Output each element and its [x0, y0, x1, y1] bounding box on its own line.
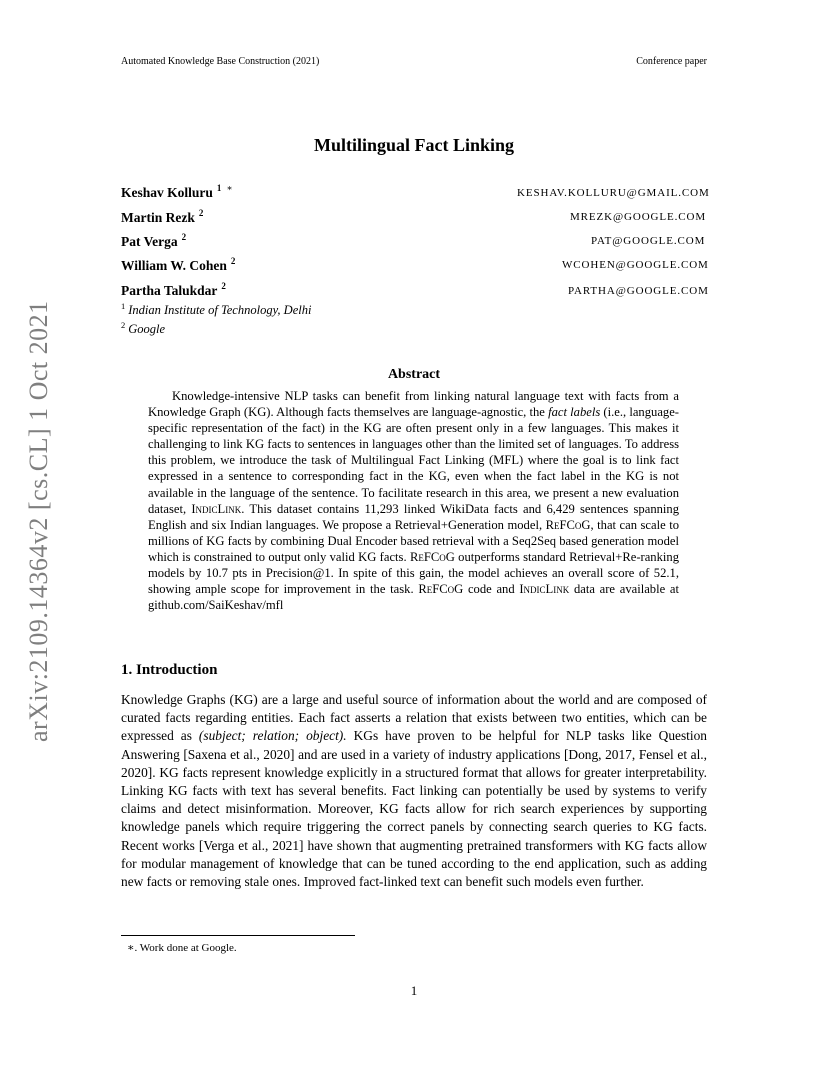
intro-text: Knowledge Graphs (KG) are a large and useful source of information about the world and are composed of curated facts regarding entities. Each fact asserts a relation that exists between two entities, which can be expressed as [121, 692, 707, 744]
page-number: 1 [410, 983, 418, 998]
affiliation-mark: 1 [121, 301, 126, 311]
dataset-name: IndicLink [191, 501, 242, 516]
footnote-rule [121, 935, 355, 936]
author-name-text: Pat Verga [121, 234, 178, 249]
abstract-text: data are available at github.com/SaiKeshav/mfl [148, 582, 679, 613]
model-name: ReFCoG [545, 517, 591, 532]
abstract-text: , that can scale to millions of KG facts by combining Dual Encoder based retrieval with a Seq2Seq based generation model which is constrained to output only valid KG facts. [148, 517, 679, 564]
abstract-emphasis: fact labels [548, 405, 601, 420]
abstract-text: Knowledge-intensive NLP tasks can benefit from linking natural language text with facts from a Knowledge Graph (KG). Although facts themselves are language-agnostic, the [148, 389, 679, 420]
running-header-type: Conference paper [636, 56, 707, 67]
author-email[interactable]: PAT@GOOGLE.COM [591, 235, 706, 247]
abstract-text: . This dataset contains 11,293 linked WikiData facts and 6,429 sentences spanning English and six Indian languages. We propose a Retrieval+Generation model, [148, 501, 680, 532]
author-affiliation-mark: 2 [221, 281, 226, 291]
author-footnote-mark: ∗ [226, 183, 233, 193]
author-affiliation-mark: 2 [230, 256, 236, 266]
introduction-body [121, 691, 707, 891]
author-affiliation-mark: 2 [198, 208, 204, 218]
author-name-text: Partha Talukdar [121, 283, 218, 298]
abstract-text: (i.e., language-specific representation of the fact) in the KG are often present only in a few languages. This makes it challenging to link KG facts to sentences in languages other than the limited set of languages. To address this problem, we introduce the task of Multilingual Fact Linking (MFL) where the goal is to link fact expressed in a sentence to corresponding fact in the KG, even when the fact label in the KG is not available in the language of the sentence. To facilitate research in this area, we present a new evaluation dataset, [148, 405, 679, 516]
author-affiliation-mark: 1 [216, 183, 222, 193]
affiliation-text: Indian Institute of Technology, Delhi [128, 303, 312, 317]
author-name [121, 208, 203, 226]
abstract-text: code and [463, 582, 520, 597]
affiliation [121, 301, 311, 318]
author-name-text: Martin Rezk [121, 210, 195, 225]
author-email[interactable]: PARTHA@GOOGLE.COM [568, 285, 709, 297]
model-name: ReFCoG [418, 582, 464, 597]
author-name-text: William W. Cohen [121, 258, 227, 273]
author-name [121, 281, 226, 299]
author-email[interactable]: WCOHEN@GOOGLE.COM [562, 259, 709, 271]
section-heading: 1. Introduction [121, 662, 218, 678]
running-header-venue: Automated Knowledge Base Construction (2021) [121, 56, 320, 67]
abstract-heading: Abstract [387, 367, 441, 382]
arxiv-side-stamp: arXiv:2109.14364v2 [cs.CL] 1 Oct 2021 [24, 300, 53, 742]
affiliation-text: Google [128, 322, 166, 336]
abstract-body [148, 388, 679, 613]
author-email[interactable]: KESHAV.KOLLURU@GMAIL.COM [517, 187, 710, 199]
intro-text: KGs have proven to be helpful for NLP tasks like Question Answering [Saxena et al., 2020] and are used in a variety of industry applications [Dong, 2017, Fensel et al., 2020]. KG facts represent knowledge explicitly in a structured format that allows for greater interpretability. Linking KG facts with text has several benefits. Fact linking can potentially be used by systems to verify claims and detect misinformation. Moreover, KG facts allow for rich search experiences by supporting knowledge panels which require triggering the correct panels by connecting search queries to KG facts. Recent works [Verga et al., 2021] have shown that augmenting pretrained transformers with KG facts allow for modular management of knowledge that can be tuned according to the end application, such as adding new facts or removing stale ones. Improved fact-linked text can benefit such models even further. [121, 728, 708, 890]
footnote: ∗. Work done at Google. [127, 942, 237, 954]
affiliation [121, 320, 165, 337]
affiliation-mark: 2 [121, 320, 126, 330]
author-name-text: Keshav Kolluru [121, 185, 213, 200]
model-name: ReFCoG [409, 549, 455, 564]
intro-emphasis: (subject; relation; object). [198, 728, 347, 744]
author-name [121, 232, 186, 250]
author-name [121, 256, 235, 274]
author-name [121, 183, 233, 201]
paper-title: Multilingual Fact Linking [313, 135, 515, 155]
author-affiliation-mark: 2 [181, 232, 187, 242]
abstract-text: outperforms standard Retrieval+Re-ranking models by 10.7 pts in Precision@1. In spite of this gain, the model achieves an overall score of 52.1, showing ample scope for improvement in the task. [148, 549, 679, 597]
author-email[interactable]: MREZK@GOOGLE.COM [570, 211, 707, 223]
dataset-name: IndicLink [519, 582, 570, 597]
